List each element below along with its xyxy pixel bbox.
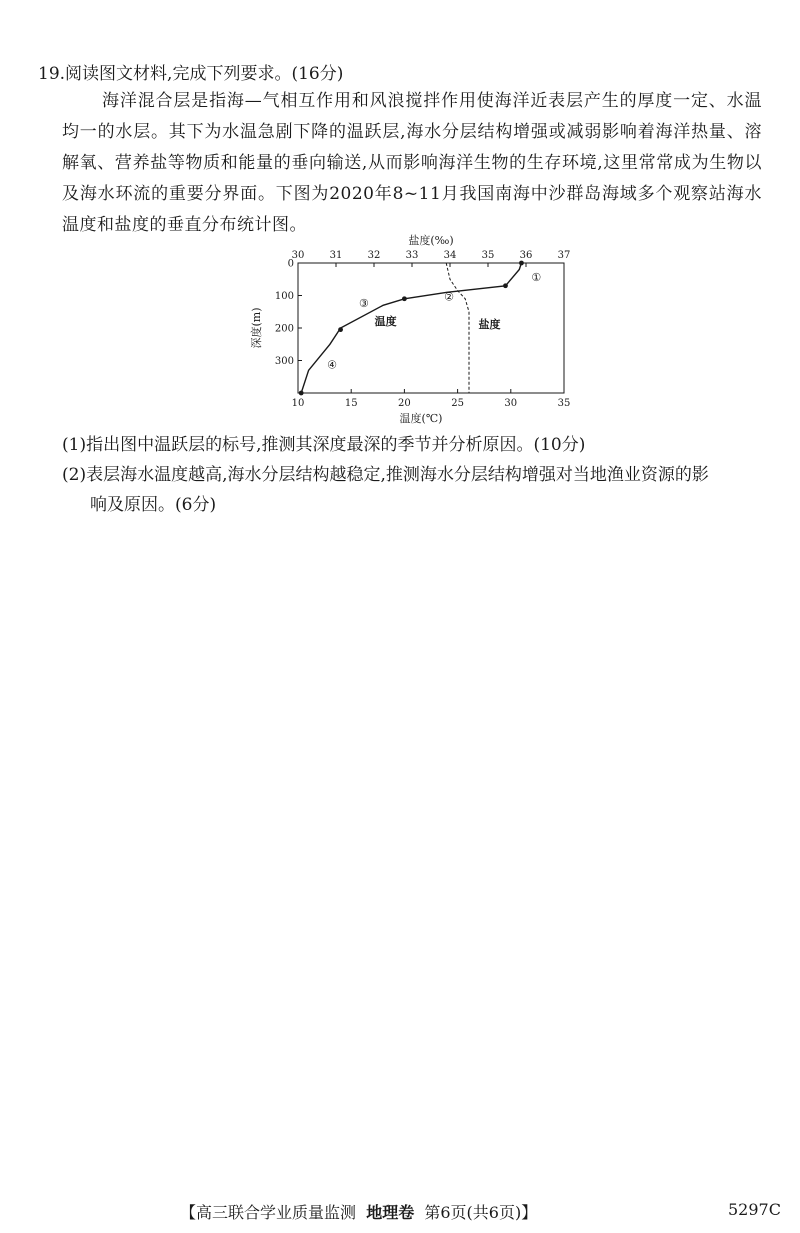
- plot-frame: [298, 263, 564, 393]
- bottom-tick-label: 25: [451, 398, 464, 409]
- salinity-line: [446, 263, 469, 393]
- temperature-series-label: 温度: [374, 314, 397, 328]
- y-tick-label: 200: [274, 323, 294, 335]
- top-tick-label: 33: [405, 250, 419, 261]
- sub-question-2-line2: 响及原因。(6分): [90, 495, 217, 515]
- bottom-tick-label: 10: [291, 398, 305, 409]
- top-tick-label: 34: [443, 250, 457, 261]
- top-tick-label: 31: [329, 250, 343, 261]
- y-axis-label: 深度(m): [250, 307, 263, 349]
- material-paragraph: 海洋混合层是指海—气相互作用和风浪搅拌作用使海洋近表层产生的厚度一定、水温均一的水层。其下为水温急剧下降的温跃层,海水分层结构增强或减弱影响着海洋热量、溶解氧、营养盐等物质和能量的垂向输送,从而影响海洋生物的生存环境,这里常常成为生物以及海水环流的重要分界面。下图为2020年8~11月我国南海中沙群岛海域多个观察站海水温度和盐度的垂直分布统计图。: [62, 91, 762, 235]
- top-tick-label: 30: [291, 250, 305, 261]
- top-axis-label: 盐度(‰): [408, 234, 454, 247]
- footer-page-info: 第6页(共6页)】: [424, 1203, 538, 1222]
- y-tick-label: 100: [274, 291, 294, 302]
- bottom-tick-label: 20: [398, 398, 411, 409]
- annotation-2: ②: [444, 290, 455, 304]
- temperature-point: [299, 391, 304, 396]
- sub-question-2-line1: (2)表层海水温度越高,海水分层结构越稳定,推测海水分层结构增强对当地渔业资源的影: [62, 465, 709, 485]
- temperature-point: [503, 283, 508, 288]
- temperature-point: [402, 296, 407, 301]
- annotation-1: ①: [531, 270, 542, 284]
- top-tick-label: 35: [481, 250, 495, 261]
- bottom-tick-label: 15: [344, 398, 358, 409]
- footer-title: [180, 1200, 537, 1223]
- annotation-4: ④: [327, 358, 337, 372]
- footer-code: 5297C: [728, 1200, 781, 1219]
- sub-question-2: [62, 460, 762, 520]
- top-tick-label: 32: [367, 250, 381, 261]
- bottom-tick-label: 35: [557, 398, 571, 409]
- y-tick-label: 0: [287, 258, 294, 270]
- question-header: 19.阅读图文材料,完成下列要求。(16分): [38, 64, 344, 84]
- temperature-salinity-chart: [248, 228, 578, 428]
- annotation-3: ③: [359, 296, 369, 310]
- bottom-tick-label: 30: [504, 398, 518, 409]
- temperature-point: [338, 327, 343, 332]
- sub-question-1: (1)指出图中温跃层的标号,推测其深度最深的季节并分析原因。(10分): [62, 435, 586, 455]
- top-tick-label: 36: [519, 250, 533, 261]
- y-tick-label: 300: [274, 356, 294, 367]
- bottom-axis-label: 温度(℃): [399, 412, 443, 425]
- footer-subject: 地理卷: [366, 1203, 415, 1222]
- salinity-series-label: 盐度: [478, 318, 501, 331]
- footer-title-pre: 【高三联合学业质量监测: [180, 1203, 357, 1222]
- top-tick-label: 37: [557, 250, 571, 261]
- temperature-point: [519, 261, 524, 266]
- page-footer: [0, 1200, 800, 1226]
